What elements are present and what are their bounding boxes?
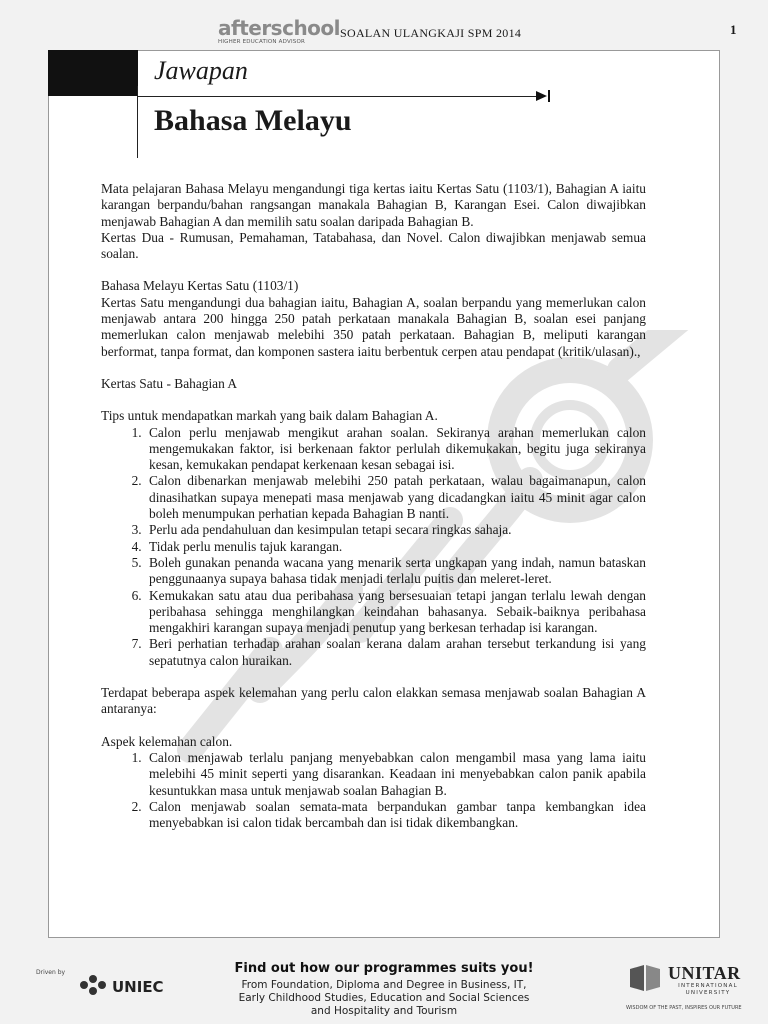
section-heading: Bahasa Melayu Kertas Satu (1103/1) [101,278,299,294]
header-title: SOALAN ULANGKAJI SPM 2014 [340,26,522,40]
unitar-logo-text: UNITAR [668,963,741,983]
section-heading: Kertas Satu - Bahagian A [101,375,238,391]
logo-subtitle: HIGHER EDUCATION ADVISOR [218,39,306,45]
unitar-tagline: WISDOM OF THE PAST, INSPIRES OUR FUTURE [626,1005,742,1011]
unitar-subtitle: INTERNATIONAL UNIVERSITY [678,983,738,996]
list-item: 7. Beri perhatian terhadap arahan soalan kerana dalam arahan tersebut terkandung isi yang sepatutnya calon huraikan. [145,636,646,669]
page-footer [0,945,768,1024]
weakness-intro: Terdapat beberapa aspek kelemahan yang perlu calon elakkan semasa menjawab soalan Bahagian A antaranya: [101,685,646,717]
promo-title: Find out how our programmes suits you! [234,961,534,976]
page-title: Bahasa Melayu [154,104,352,137]
logo-text: afterschool [218,16,341,40]
page-header [0,0,768,48]
tips-list [101,425,646,669]
list-item: 5. Boleh gunakan penanda wacana yang menarik serta ungkapan yang indah, namun bataskan penggunaanya supaya bahasa tidak menjadi terlalu puitis dan meleret-leret. [145,555,646,588]
uniec-logo-icon [78,973,108,997]
list-item: 3. Perlu ada pendahuluan dan kesimpulan tetapi secara ringkas sahaja. [145,522,646,538]
promo-line: Early Childhood Studies, Education and Social Sciences [238,992,530,1004]
list-item: 6. Kemukakan satu atau dua peribahasa yang bersesuaian tetapi jangan terlalu lewah dengan peribahasa sehingga menghilangkan keindahan bahasanya. Sebaik-baiknya peribahasa mengakhiri karangan supaya menjadi penutup yang berkesan terhadap isi karangan. [145,588,646,637]
promo-line: and Hospitality and Tourism [310,1005,458,1017]
weakness-list [101,750,646,831]
document-body [101,181,646,831]
intro-paragraph: Mata pelajaran Bahasa Melayu mengandungi tiga kertas iaitu Kertas Satu (1103/1), Bahagian A iaitu karangan berpandu/bahan rangsangan manakala Bahagian B, Karangan Esei. Calon diwajibkan menjawab Bahagian A dan memilih satu soalan daripada Bahagian B. [101,181,646,229]
heading-black-block [48,50,138,96]
driven-by-label: Driven by [36,969,66,976]
arrow-icon [536,91,547,101]
promo-text [160,979,608,1018]
page-number: 1 [730,22,737,37]
intro-paragraph: Kertas Dua - Rumusan, Pemahaman, Tatabahasa, dan Novel. Calon diwajibkan menjawab semua soalan. [101,229,646,262]
list-item: 1. Calon perlu menjawab mengikut arahan soalan. Sekiranya arahan memerlukan calon mengemukakan faktor, isi berkenaan faktor perlulah dikemukakan, begitu juga sekiranya kesan, kemukakan pendapat kerkenaan kesan sebagai isi. [145,425,646,474]
afterschool-logo-icon [218,16,341,50]
promo-line: From Foundation, Diploma and Degree in Business, IT, [241,979,527,991]
list-item: 1. Calon menjawab terlalu panjang menyebabkan calon mengambil masa yang lama iaitu melebihi 45 minit seperti yang disarankan. Keadaan ini menyebabkan calon panik apabila kesuntukkan masa untuk menjawab soalan Bahagian B. [145,750,646,799]
weakness-heading: Aspek kelemahan calon. [101,733,233,749]
unitar-crest-icon [628,963,662,993]
tips-intro: Tips untuk mendapatkan markah yang baik dalam Bahagian A. [101,408,438,424]
list-item: 2. Calon menjawab soalan semata-mata berpandukan gambar tanpa kembangkan idea menyebabkan isi calon tidak bercambah dan isi tidak dikembangkan. [145,799,646,832]
heading-subtitle: Jawapan [154,56,248,85]
list-item: 2. Calon dibenarkan menjawab melebihi 250 patah perkataan, walau bagaimanapun, calon dinasihatkan supaya menepati masa menjawab yang dicadangkan iaitu 45 minit agar calon boleh menumpukan perhatian kepada Bahagian B nanti. [145,473,646,522]
heading-horizontal-rule [137,96,537,97]
section-paragraph: Kertas Satu mengandungi dua bahagian iaitu, Bahagian A, soalan berpandu yang memerlukan calon menjawab antara 200 hingga 250 patah perkataan manakala Bahagian B, soalan esei panjang memerlukan calon menjawab melebihi 350 patah perkataan. Bahagian B, meliputi karangan berformat, tanpa format, dan komponen sastera iaitu berbentuk cerpen atau pendapat (kritik/ulasan)., [101,294,646,359]
arrow-end-bar [548,90,550,102]
uniec-logo-text: UNIEC [112,978,164,996]
list-item: 4. Tidak perlu menulis tajuk karangan. [145,539,646,555]
